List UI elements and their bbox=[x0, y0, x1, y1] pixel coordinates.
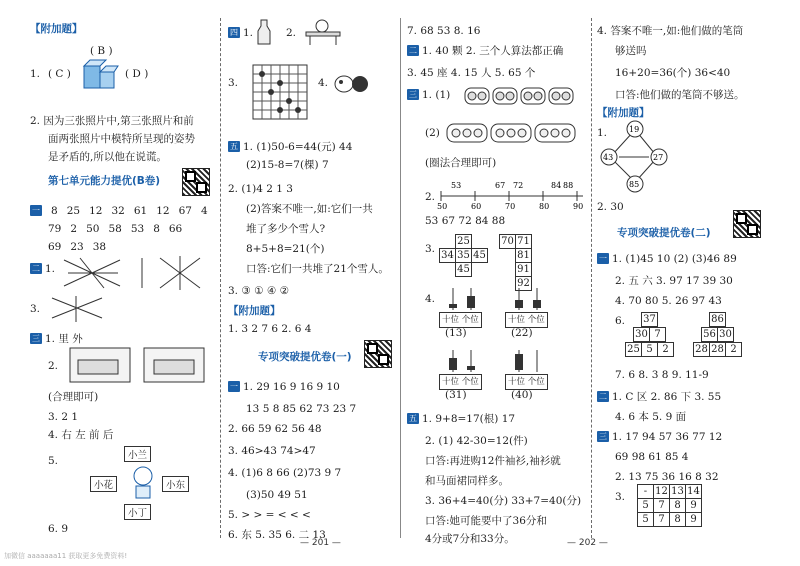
q2-line1: 2. 因为三张照片中,第三张照片和前 bbox=[30, 115, 194, 127]
abacus-label: 十位 个位 bbox=[505, 312, 548, 328]
svg-text:84: 84 bbox=[551, 181, 562, 190]
s1-row3: 69 23 38 bbox=[48, 241, 107, 253]
t2-q3: 3. 45 座 4. 15 人 5. 65 个 bbox=[407, 67, 536, 79]
t1-q2: 2. 66 59 62 56 48 bbox=[228, 423, 322, 435]
s3-q1b: 69 98 61 85 4 bbox=[615, 451, 689, 463]
name-box-right: 小东 bbox=[162, 476, 189, 492]
line-drawing-figure bbox=[60, 254, 210, 294]
s1-q7: 7. 6 8. 3 8 9. 11-9 bbox=[615, 369, 709, 381]
cross-grid-b: 70 71 81 91 92 bbox=[501, 236, 530, 289]
t3-q2: 2. bbox=[425, 191, 436, 203]
circled-items-row2 bbox=[447, 122, 577, 144]
number-grid: - 12 13 14 5 7 8 9 5 7 8 9 bbox=[637, 484, 702, 527]
t1-q4: 4. (1)6 8 66 (2)73 9 7 bbox=[228, 467, 342, 479]
s3-q3: 3. 2 1 bbox=[48, 411, 79, 423]
q1-number: 1. bbox=[30, 68, 41, 80]
page-number-right: — 202 — bbox=[567, 538, 608, 548]
abacus-value: (13) bbox=[445, 327, 467, 339]
abacus-label: 十位 个位 bbox=[505, 374, 548, 390]
pyramid-b: 86 56 30 28 28 2 bbox=[693, 312, 742, 357]
number-line bbox=[437, 174, 587, 210]
t5-q2c: 和马面裙同样多。 bbox=[425, 475, 509, 487]
s2-q1: 二 1. bbox=[32, 263, 56, 275]
cross-grid-a: 25 34 35 45 45 bbox=[441, 236, 486, 275]
s1-row2: 79 2 50 58 53 8 66 bbox=[48, 223, 183, 235]
tick-label: 53 bbox=[451, 181, 462, 190]
section-title-special-2: 专项突破提优卷(二) bbox=[617, 227, 711, 239]
s3-q6: 6. 9 bbox=[48, 523, 69, 535]
t5-q3: 3. 36+4=40(分) 33+7=40(分) bbox=[425, 495, 582, 507]
t1-q5: 5. > > = < < < bbox=[228, 509, 311, 521]
abacus-label: 十位 个位 bbox=[439, 374, 482, 390]
fujia-q1: 1. bbox=[597, 127, 608, 139]
s2-q1: 二 1. C 区 2. 86 下 3. 55 bbox=[599, 391, 722, 403]
s3-q5: 5. bbox=[48, 455, 59, 467]
qr-code-icon bbox=[364, 340, 392, 368]
s1-q6: 6. bbox=[615, 315, 626, 327]
abacus-label: 十位 个位 bbox=[439, 312, 482, 328]
s5-q2c: 堆了多少个雪人? bbox=[246, 223, 326, 235]
circled-items-row1 bbox=[465, 86, 585, 106]
qr-code-icon bbox=[733, 210, 761, 238]
q4b: 够送吗 bbox=[615, 45, 647, 57]
abacus-22 bbox=[505, 286, 551, 312]
t3-note: (圈法合理即可) bbox=[425, 157, 497, 169]
s4-q4: 4. bbox=[318, 77, 329, 89]
s2-q4: 4. 6 本 5. 9 面 bbox=[615, 411, 687, 423]
qr-code-icon bbox=[182, 168, 210, 196]
s5-q2: 2. (1)4 2 1 3 bbox=[228, 183, 293, 195]
section-badge: 一 bbox=[32, 206, 40, 215]
q2-line2: 面两张照片中模特所呈现的姿势 bbox=[48, 133, 195, 145]
dot-grid-figure bbox=[252, 64, 308, 120]
s1-q4: 4. 70 80 5. 26 97 43 bbox=[615, 295, 722, 307]
t5-q3b: 口答:她可能要中了36分和 bbox=[425, 515, 547, 527]
desk-icon bbox=[304, 18, 342, 46]
q4: 4. 答案不唯一,如:他们做的笔筒 bbox=[597, 25, 744, 37]
section-title-unit7: 第七单元能力提优(B卷) bbox=[48, 175, 161, 187]
svg-text:90: 90 bbox=[573, 202, 584, 211]
fujia-header: 【附加题】 bbox=[597, 107, 650, 119]
fujia-q1: 1. 3 2 7 6 2. 6 4 bbox=[228, 323, 312, 335]
name-box-top: 小兰 bbox=[124, 446, 151, 462]
q4d: 口答:他们做的笔筒不够送。 bbox=[615, 89, 745, 101]
q4c: 16+20=36(个) 36<40 bbox=[615, 67, 731, 79]
circle-diagram bbox=[597, 118, 677, 192]
abacus-value: (22) bbox=[511, 327, 533, 339]
t3-q3: 3. bbox=[425, 243, 436, 255]
s5-q3: 3. ③ ① ④ ② bbox=[228, 285, 290, 297]
s5-q1b: (2)15-8=7(棵) 7 bbox=[246, 159, 329, 171]
s3-q4: 4. 右 左 前 后 bbox=[48, 429, 114, 441]
column-2 bbox=[228, 14, 398, 541]
section-title-special-1: 专项突破提优卷(一) bbox=[258, 351, 352, 363]
pyramid-a: 37 30 7 25 5 2 bbox=[625, 312, 674, 357]
t3-q2b: 53 67 72 84 88 bbox=[425, 215, 506, 227]
fujia-q2: 2. 30 bbox=[597, 201, 624, 213]
t3-q1b: (2) bbox=[425, 127, 440, 139]
t5-q2: 2. (1) 42-30=12(件) bbox=[425, 435, 528, 447]
svg-text:88: 88 bbox=[563, 181, 574, 190]
svg-text:72: 72 bbox=[513, 181, 524, 190]
bottle-icon bbox=[256, 18, 272, 46]
s5-q2d: 8+5+8=21(个) bbox=[246, 243, 325, 255]
abacus-value: (40) bbox=[511, 389, 533, 401]
abacus-31 bbox=[439, 348, 485, 374]
s3-q2: 2. bbox=[48, 360, 59, 372]
s5-q1: 五 1. (1)50-6=44(元) 44 bbox=[230, 141, 353, 153]
t3-q1: 三 1. (1) bbox=[409, 89, 451, 101]
s3-q2: 2. 13 75 36 16 8 32 bbox=[615, 471, 719, 483]
s5-q2e: 口答:它们一共堆了21个雪人。 bbox=[246, 263, 389, 275]
name-box-bottom: 小丁 bbox=[124, 504, 151, 520]
s1-q2: 2. 五 六 3. 97 17 39 30 bbox=[615, 275, 733, 287]
column-divider bbox=[220, 18, 221, 538]
child-figure bbox=[128, 464, 158, 502]
q2-line3: 是矛盾的,所以他在说谎。 bbox=[48, 151, 167, 163]
svg-text:80: 80 bbox=[539, 202, 550, 211]
fujia-header: 【附加题】 bbox=[228, 305, 281, 317]
s3-q1: 三 1. 17 94 57 36 77 12 bbox=[599, 431, 723, 443]
circle-bottom-value: 85 bbox=[629, 180, 640, 189]
s2-q3: 3. bbox=[30, 303, 41, 315]
name-box-left: 小花 bbox=[90, 476, 117, 492]
t5-q2b: 口答:再进购12件袖衫,袖衫就 bbox=[425, 455, 561, 467]
svg-text:70: 70 bbox=[505, 202, 516, 211]
t5-q1: 五 1. 9+8=17(根) 17 bbox=[409, 413, 516, 425]
footer-watermark: 加微信 aaaaaaa11 获取更多免费资料! bbox=[4, 552, 128, 560]
s3-note: (合理即可) bbox=[48, 391, 99, 403]
column-1 bbox=[30, 14, 216, 534]
svg-text:50: 50 bbox=[437, 202, 448, 211]
page-number-left: — 201 — bbox=[300, 538, 341, 548]
abacus-40 bbox=[505, 348, 551, 374]
circle-left-value: 43 bbox=[603, 153, 614, 162]
t1-q1b: 13 5 8 85 62 73 23 7 bbox=[246, 403, 357, 415]
column-3 bbox=[407, 14, 590, 545]
svg-text:67: 67 bbox=[495, 181, 506, 190]
s4-q2: 2. bbox=[286, 27, 297, 39]
t1-q6: 6. 东 5. 35 6. 二 13 bbox=[228, 529, 326, 541]
cube-figure bbox=[80, 56, 120, 92]
panda-icon bbox=[332, 72, 370, 96]
t1-q1: 一 1. 29 16 9 16 9 10 bbox=[230, 381, 340, 393]
svg-text:60: 60 bbox=[471, 202, 482, 211]
train-pictures bbox=[70, 346, 210, 386]
t2-q1: 二 1. 40 颗 2. 三个人算法都正确 bbox=[409, 45, 564, 57]
s1-q1: 一 1. (1)45 10 (2) (3)46 89 bbox=[599, 253, 737, 265]
circle-right-value: 27 bbox=[653, 153, 664, 162]
column-4 bbox=[597, 14, 787, 534]
circle-top-value: 19 bbox=[629, 125, 640, 134]
t5-q3c: 4分或7分和33分。 bbox=[425, 533, 515, 545]
s1-row1: 一 8 25 12 32 61 12 67 4 bbox=[32, 205, 208, 217]
view-label-left: ( C ) bbox=[48, 68, 71, 80]
abacus-13 bbox=[439, 286, 485, 312]
abacus-value: (31) bbox=[445, 389, 467, 401]
s4-q1: 四 1. bbox=[230, 27, 254, 39]
sketch-figure bbox=[48, 294, 108, 324]
q7: 7. 68 53 8. 16 bbox=[407, 25, 481, 37]
column-divider bbox=[591, 18, 592, 538]
t3-q4: 4. bbox=[425, 293, 436, 305]
s3-q3: 3. bbox=[615, 491, 626, 503]
view-label-top: ( B ) bbox=[90, 45, 113, 57]
s5-q2b: (2)答案不唯一,如:它们一共 bbox=[246, 203, 373, 215]
view-label-right: ( D ) bbox=[125, 68, 149, 80]
page-gutter bbox=[400, 18, 401, 538]
t1-q3: 3. 46>43 74>47 bbox=[228, 445, 316, 457]
t1-q4b: (3)50 49 51 bbox=[246, 489, 308, 501]
fujia-header: 【附加题】 bbox=[30, 23, 83, 35]
s4-q3: 3. bbox=[228, 77, 239, 89]
s3-q1: 三 1. 里 外 bbox=[32, 333, 83, 345]
